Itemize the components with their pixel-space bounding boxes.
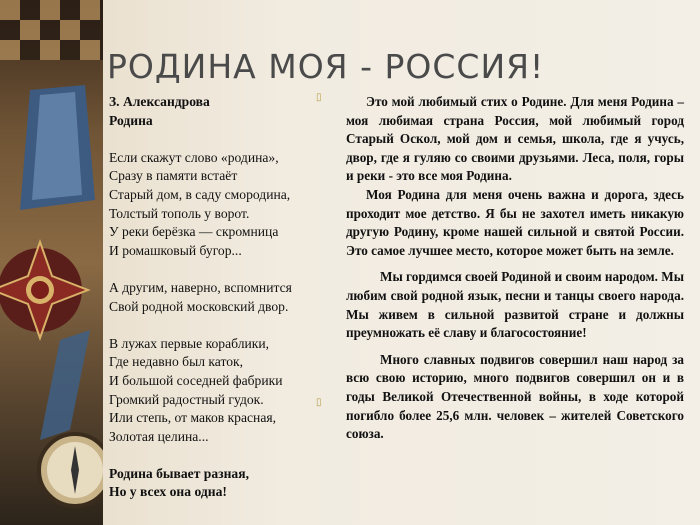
essay-paragraph: Много славных подвигов совершил наш народ за всю свою историю, много подвигов совершил он и в годы Великой Отечественной войны, в ходе которой погибло более 25,6 млн. человек – жителей Советского союза.: [346, 351, 684, 442]
poem-line: И большой соседней фабрики: [109, 372, 283, 388]
poem-line: А другим, наверно, вспомнится: [109, 279, 292, 295]
bullet-icon: ▯: [316, 92, 322, 103]
poem-line: Где недавно был каток,: [109, 354, 244, 370]
poem-block: [109, 93, 324, 502]
poem-line: Сразу в памяти встаёт: [109, 168, 238, 184]
poem-line: Или степь, от маков красная,: [109, 410, 277, 426]
essay-paragraph: Моя Родина для меня очень важна и дорога, здесь проходит мое детство. Я бы не захотел иметь никакую другую Родину, кроме нашей сильной и святой России. Это самое лучшее место, которое может быть на земле.: [346, 186, 684, 258]
essay-text: [346, 93, 684, 444]
order-cross-icon: [0, 0, 103, 525]
poem-title: Родина: [109, 112, 153, 128]
poem-ending-line: Родина бывает разная,: [109, 465, 249, 481]
poem-line: Толстый тополь у ворот.: [109, 205, 250, 221]
poem-line: И ромашковый бугор...: [109, 242, 242, 258]
essay-paragraph: Мы гордимся своей Родиной и своим народом. Мы любим свой родной язык, песни и танцы своего народа. Мы живем в сильной развитой стране и должны преумножать её славу и благосостояние!: [346, 269, 684, 341]
poem-line: Старый дом, в саду смородина,: [109, 186, 291, 202]
bullet-icon: ▯: [316, 397, 322, 408]
poem-line: Золотая целина...: [109, 428, 209, 444]
poem-line: У реки берёзка — скромница: [109, 224, 279, 240]
poem-ending-line: Но у всех она одна!: [109, 484, 227, 500]
poem-author: З. Александрова: [109, 94, 210, 109]
poem-line: Свой родной московский двор.: [109, 298, 289, 314]
page-title: РОДИНА МОЯ - РОССИЯ!: [107, 47, 545, 86]
poem-line: В лужах первые кораблики,: [109, 335, 270, 351]
decorative-medal-image: [0, 0, 103, 525]
essay-paragraph: Это мой любимый стих о Родине. Для меня Родина – моя любимая страна Россия, мой любимый город Старый Оскол, мой дом и семья, школа, где я учусь, двор, где я гуляю со своими друзьями. Леса, поля, горы и реки - это все моя Родина.: [346, 94, 684, 184]
poem-line: Громкий радостный гудок.: [109, 391, 264, 407]
poem-line: Если скажут слово «родина»,: [109, 149, 279, 165]
